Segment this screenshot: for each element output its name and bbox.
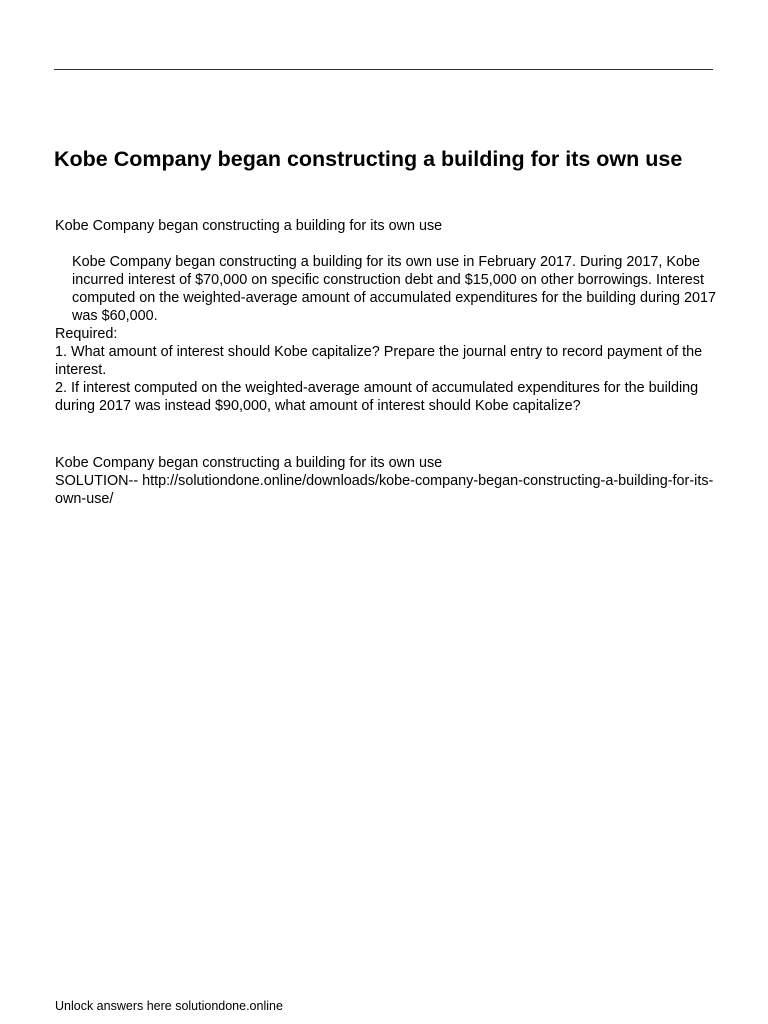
solution-heading: Kobe Company began constructing a building for its own use xyxy=(55,455,443,471)
top-divider xyxy=(54,69,713,70)
problem-statement xyxy=(55,253,720,415)
page-subtitle: Kobe Company began constructing a building for its own use xyxy=(55,218,443,234)
question-2: 2. If interest computed on the weighted-average amount of accumulated expenditures for the building during 2017 was instead $90,000, what amount of interest should Kobe capitalize? xyxy=(55,380,699,414)
footer-text: Unlock answers here solutiondone.online xyxy=(55,999,283,1013)
solution-section xyxy=(55,454,720,508)
page-title: Kobe Company began constructing a building for its own use xyxy=(54,147,683,171)
required-label: Required: xyxy=(55,326,118,342)
question-1: 1. What amount of interest should Kobe capitalize? Prepare the journal entry to record payment of the interest. xyxy=(55,344,703,378)
intro-paragraph: Kobe Company began constructing a building for its own use in February 2017. During 2017, Kobe incurred interest of $70,000 on specific construction debt and $15,000 on other borrowings. Interest computed on the weighted-average amount of accumulated expenditures for the building during 2017 was $60,000. xyxy=(72,254,717,324)
solution-link[interactable]: SOLUTION-- http://solutiondone.online/downloads/kobe-company-began-constructing-a-building-for-its-own-use/ xyxy=(55,473,714,507)
